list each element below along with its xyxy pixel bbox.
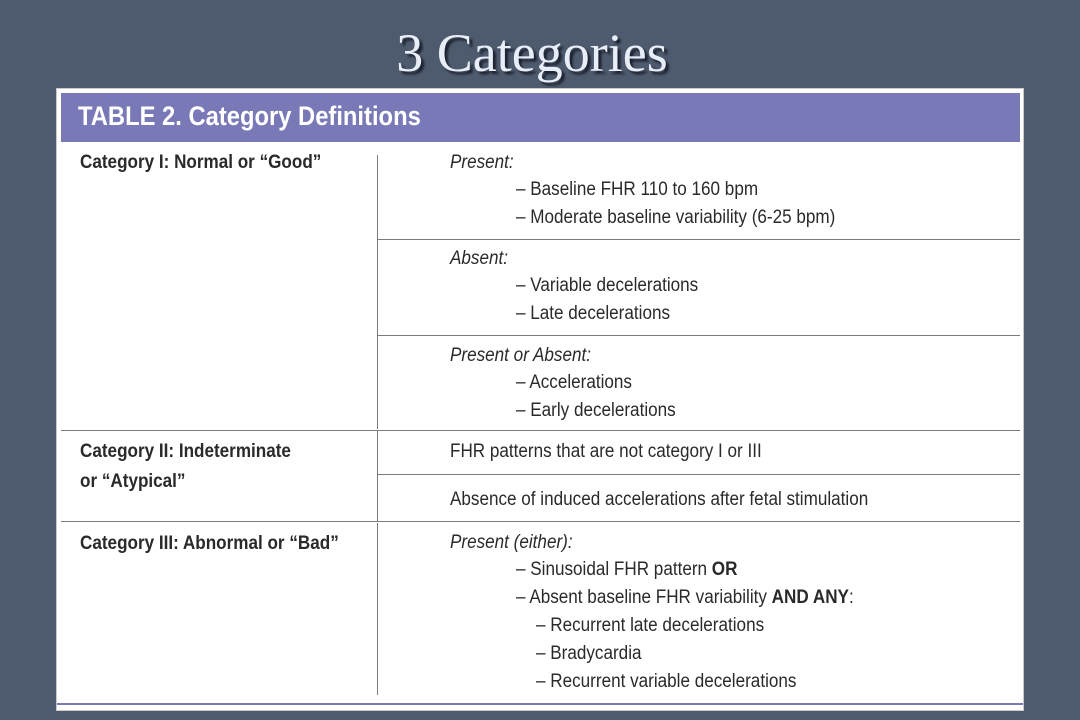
column-divider	[377, 155, 378, 429]
cat3-item-sinusoidal	[516, 556, 737, 584]
cat3-item-absent-variability	[516, 584, 854, 612]
cat3-sub-item: – Bradycardia	[536, 643, 642, 664]
category-1-label: Category I: Normal or “Good”	[80, 152, 322, 173]
cat1-absent-item: – Late decelerations	[516, 303, 671, 324]
cat1-either-item: – Early decelerations	[516, 400, 676, 421]
table-title: TABLE 2. Category Definitions	[78, 101, 421, 131]
cat3-item1-text: – Sinusoidal FHR pattern	[516, 559, 712, 580]
row-divider	[377, 474, 1020, 475]
category-divider	[61, 521, 1020, 522]
table-bottom-rule	[57, 703, 1023, 705]
column-divider	[377, 431, 378, 521]
category-divider	[61, 430, 1020, 431]
table-header	[61, 93, 1020, 142]
cat1-absent-label: Absent:	[450, 248, 508, 269]
cat3-item2-bold: AND ANY	[771, 587, 849, 608]
cat1-present-label: Present:	[450, 152, 514, 173]
category-2-label-line1: Category II: Indeterminate	[80, 441, 291, 462]
column-divider	[377, 523, 378, 695]
cat1-absent-item: – Variable decelerations	[516, 275, 699, 296]
cat3-item2-suffix: :	[848, 587, 854, 608]
slide-title: 3 Categories	[396, 23, 668, 83]
category-3-label: Category III: Abnormal or “Bad”	[80, 533, 339, 554]
category-definitions-table	[56, 88, 1024, 711]
cat3-item2-text: – Absent baseline FHR variability	[516, 587, 772, 608]
row-divider	[377, 335, 1020, 336]
cat1-either-label: Present or Absent:	[450, 345, 592, 366]
cat2-row1: FHR patterns that are not category I or III	[450, 441, 762, 462]
cat3-present-label: Present (either):	[450, 532, 573, 553]
cat2-row2: Absence of induced accelerations after fetal stimulation	[450, 489, 869, 510]
cat3-item1-bold: OR	[711, 559, 738, 580]
cat1-either-item: – Accelerations	[516, 372, 632, 393]
cat3-sub-item: – Recurrent late decelerations	[536, 615, 765, 636]
cat1-present-item: – Moderate baseline variability (6-25 bpm)	[516, 207, 836, 228]
category-2-label-line2: or “Atypical”	[80, 471, 186, 492]
cat3-sub-item: – Recurrent variable decelerations	[536, 671, 797, 692]
cat1-present-item: – Baseline FHR 110 to 160 bpm	[516, 179, 759, 200]
row-divider	[377, 239, 1020, 240]
